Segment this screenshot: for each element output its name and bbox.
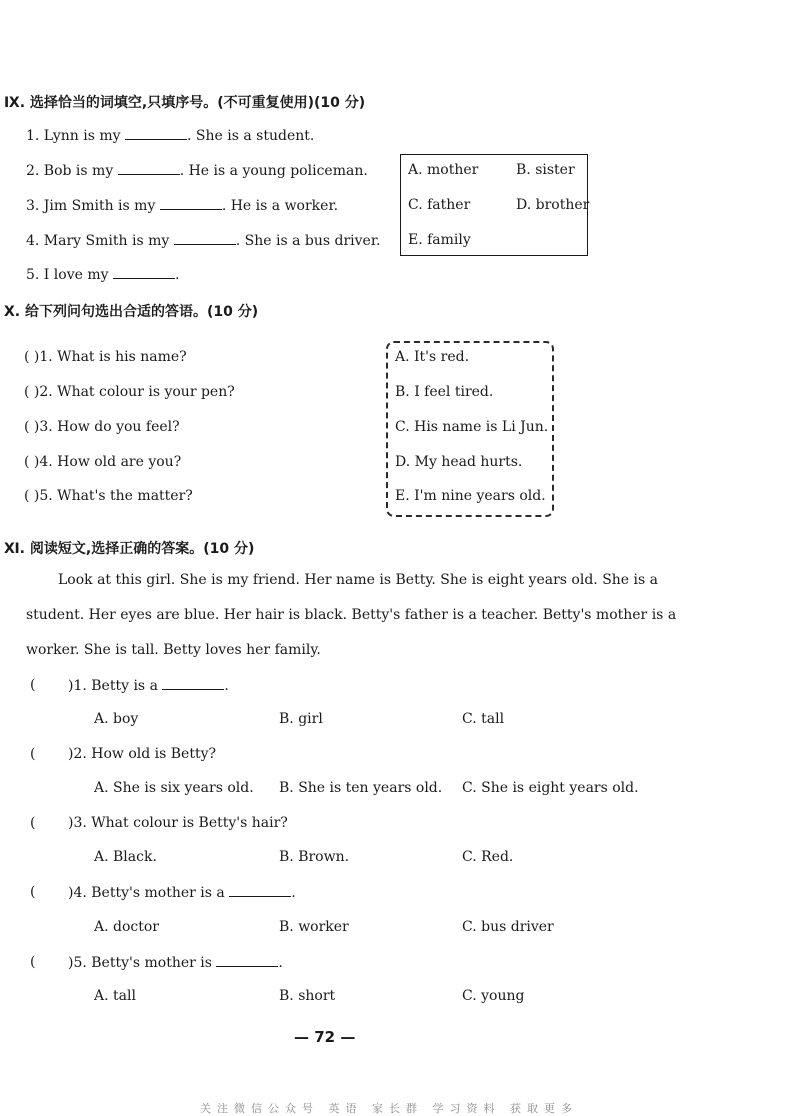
s11-question-5 — [68, 954, 283, 971]
s9-question-4 — [26, 232, 380, 249]
s10-answer-e: E. I'm nine years old. — [395, 488, 546, 504]
s11-q1-tail: . — [224, 678, 229, 694]
s11-question-4 — [68, 884, 296, 901]
s9-q4-pre: 4. Mary Smith is my — [26, 233, 170, 249]
s9-q1-post: . She is a student. — [187, 128, 315, 144]
s9-question-2 — [26, 162, 368, 179]
section10-title: Ⅹ. 给下列问句选出合适的答语。(10 分) — [4, 304, 259, 320]
s10-answer-b: B. I feel tired. — [395, 384, 494, 400]
section11-title: Ⅺ. 阅读短文,选择正确的答案。(10 分) — [4, 541, 255, 557]
s11-q5-paren: ( — [30, 954, 36, 970]
s11-q5-option-b[interactable]: B. short — [279, 988, 336, 1004]
s9-q3-post: . He is a worker. — [221, 198, 339, 214]
s9-q1-blank[interactable] — [125, 127, 187, 140]
s11-q4-option-a[interactable]: A. doctor — [94, 919, 159, 935]
passage-line-1: Look at this girl. She is my friend. Her name is Betty. She is eight years old. She is a — [58, 572, 658, 588]
s11-q1-option-c[interactable]: C. tall — [462, 711, 505, 727]
s11-q5-blank[interactable] — [216, 954, 278, 967]
s9-question-1 — [26, 127, 314, 144]
s11-q3-option-b[interactable]: B. Brown. — [279, 849, 350, 865]
s11-q4-option-b[interactable]: B. worker — [279, 919, 349, 935]
s11-q5-tail: . — [278, 955, 283, 971]
s11-question-1 — [68, 677, 229, 694]
s10-question-1: ( )1. What is his name? — [24, 349, 187, 365]
s11-q1-stem: )1. Betty is a — [68, 678, 158, 694]
s10-answer-a: A. It's red. — [395, 349, 470, 365]
s11-q5-option-c[interactable]: C. young — [462, 988, 525, 1004]
s9-question-3 — [26, 197, 338, 214]
s9-q2-post: . He is a young policeman. — [179, 163, 368, 179]
s9-q3-blank[interactable] — [160, 197, 222, 210]
s11-q1-blank[interactable] — [162, 677, 224, 690]
s10-question-5: ( )5. What's the matter? — [24, 488, 193, 504]
s9-option-c: C. father — [408, 197, 471, 213]
footer-text: 关注微信公众号 英语 家长群 学习资料 获取更多 — [200, 1102, 578, 1115]
s9-q5-blank[interactable] — [113, 266, 175, 279]
s11-q3-stem: )3. What colour is Betty's hair? — [68, 815, 288, 831]
s10-answer-c: C. His name is Li Jun. — [395, 419, 549, 435]
section9-title: Ⅸ. 选择恰当的词填空,只填序号。(不可重复使用)(10 分) — [4, 95, 366, 111]
s9-option-a: A. mother — [408, 162, 479, 178]
s9-q3-pre: 3. Jim Smith is my — [26, 198, 156, 214]
s11-q2-paren: ( — [30, 746, 36, 762]
s11-q2-option-b[interactable]: B. She is ten years old. — [279, 780, 443, 796]
s9-option-d: D. brother — [516, 197, 590, 213]
s9-q4-blank[interactable] — [174, 232, 236, 245]
page-number: — 72 — — [294, 1028, 356, 1046]
s10-question-3: ( )3. How do you feel? — [24, 419, 180, 435]
s11-q3-paren: ( — [30, 815, 36, 831]
s11-q2-option-a[interactable]: A. She is six years old. — [94, 780, 254, 796]
s11-q2-stem: )2. How old is Betty? — [68, 746, 217, 762]
s11-q3-option-a[interactable]: A. Black. — [94, 849, 157, 865]
s11-q3-option-c[interactable]: C. Red. — [462, 849, 514, 865]
s9-q5-pre: 5. I love my — [26, 267, 109, 283]
s11-q1-paren: ( — [30, 677, 36, 693]
s11-q1-option-b[interactable]: B. girl — [279, 711, 323, 727]
s9-option-e: E. family — [408, 232, 471, 248]
s9-option-b: B. sister — [516, 162, 575, 178]
s9-q5-post: . — [174, 267, 180, 283]
s11-q4-blank[interactable] — [229, 884, 291, 897]
s11-q2-option-c[interactable]: C. She is eight years old. — [462, 780, 639, 796]
s9-question-5 — [26, 266, 179, 283]
passage-line-2: student. Her eyes are blue. Her hair is black. Betty's father is a teacher. Betty's mother is a — [26, 607, 677, 623]
s11-q1-option-a[interactable]: A. boy — [94, 711, 139, 727]
s11-q4-tail: . — [291, 885, 296, 901]
s9-q2-blank[interactable] — [118, 162, 180, 175]
s11-q5-stem: )5. Betty's mother is — [68, 955, 212, 971]
s11-q4-paren: ( — [30, 884, 36, 900]
s9-q1-pre: 1. Lynn is my — [26, 128, 121, 144]
s9-q2-pre: 2. Bob is my — [26, 163, 114, 179]
s11-q4-stem: )4. Betty's mother is a — [68, 885, 225, 901]
s11-q5-option-a[interactable]: A. tall — [94, 988, 136, 1004]
s10-question-2: ( )2. What colour is your pen? — [24, 384, 235, 400]
s10-question-4: ( )4. How old are you? — [24, 454, 182, 470]
s10-answer-d: D. My head hurts. — [395, 454, 523, 470]
s9-q4-post: . She is a bus driver. — [235, 233, 381, 249]
passage-line-3: worker. She is tall. Betty loves her family. — [26, 642, 321, 658]
s11-q4-option-c[interactable]: C. bus driver — [462, 919, 554, 935]
